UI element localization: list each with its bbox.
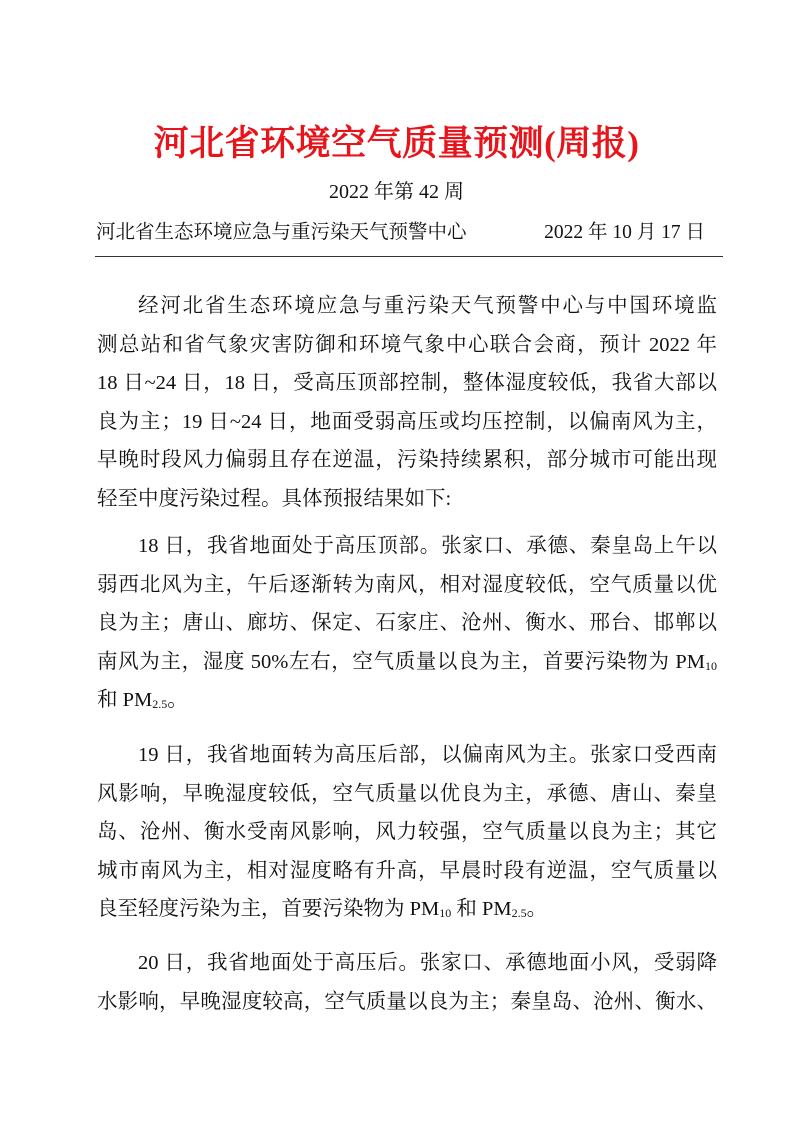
- text-line: [97, 643, 717, 682]
- text-segment: 水影响，早晚湿度较高，空气质量以良为主；秦皇岛、沧州、衡水、: [97, 990, 717, 1013]
- text-line: [97, 480, 717, 519]
- text-line: [97, 775, 717, 814]
- text-segment: 早晚时段风力偏弱且存在逆温，污染持续累积，部分城市可能出现: [97, 449, 717, 472]
- subscript: 2.5: [511, 906, 527, 921]
- text-segment: 20 日，我省地面处于高压后。张家口、承德地面小风，受弱降: [138, 952, 717, 974]
- text-segment: 良为主；唐山、廊坊、保定、石家庄、沧州、衡水、邢台、邯郸以: [97, 612, 717, 635]
- paragraph-day-19: [97, 736, 717, 929]
- text-line: [97, 852, 717, 891]
- text-segment: 。: [167, 689, 188, 712]
- text-segment: 。: [526, 898, 548, 921]
- text-segment: 测总站和省气象灾害防御和环境气象中心联合会商，预计 2022 年: [97, 333, 717, 356]
- header-divider: [95, 256, 723, 257]
- text-line: [97, 287, 717, 326]
- text-segment: 风影响，早晚湿度较低，空气质量以优良为主，承德、唐山、秦皇: [97, 782, 717, 805]
- paragraph-day-18: [97, 527, 717, 720]
- text-line: [97, 890, 717, 929]
- issuer: 河北省生态环境应急与重污染天气预警中心: [96, 222, 467, 243]
- text-segment: 岛、沧州、衡水受南风影响，风力较强，空气质量以良为主；其它: [97, 821, 717, 844]
- text-segment: 19 日，我省地面转为高压后部，以偏南风为主。张家口受西南: [138, 744, 717, 766]
- text-segment: 良至轻度污染为主，首要污染物为 PM: [97, 898, 440, 921]
- paragraph-summary: [97, 287, 717, 519]
- subscript: 2.5: [152, 697, 168, 712]
- text-line: [97, 364, 717, 403]
- text-line: [97, 566, 717, 605]
- text-line: [97, 326, 717, 365]
- report-week: 2022 年第 42 周: [329, 181, 464, 203]
- text-segment: 弱西北风为主，午后逐渐转为南风，相对湿度较低，空气质量以优: [97, 573, 717, 596]
- text-line: [97, 403, 717, 442]
- subscript: 10: [705, 658, 717, 673]
- text-line: [97, 813, 717, 852]
- issue-date: 2022 年 10 月 17 日: [544, 222, 705, 243]
- subscript: 10: [439, 906, 452, 921]
- text-line: [97, 681, 717, 720]
- text-line: [97, 441, 717, 480]
- text-segment: 城市南风为主，相对湿度略有升高，早晨时段有逆温，空气质量以: [97, 859, 717, 882]
- text-segment: 经河北省生态环境应急与重污染天气预警中心与中国环境监: [138, 295, 717, 317]
- text-segment: 轻至中度污染过程。具体预报结果如下:: [97, 487, 452, 510]
- paragraph-day-20: [97, 944, 717, 1021]
- text-segment: 南风为主，湿度 50%左右，空气质量以良为主，首要污染物为 PM: [97, 650, 705, 673]
- text-line: [97, 944, 717, 983]
- text-line: [97, 604, 717, 643]
- text-segment: 和 PM: [451, 898, 512, 921]
- report-title: 河北省环境空气质量预测(周报): [153, 124, 640, 163]
- text-segment: 良为主；19 日~24 日，地面受弱高压或均压控制，以偏南风为主，: [97, 410, 717, 433]
- text-segment: 18 日，我省地面处于高压顶部。张家口、承德、秦皇岛上午以: [138, 535, 717, 557]
- text-segment: 和 PM: [97, 689, 153, 712]
- text-line: [97, 736, 717, 775]
- text-line: [97, 527, 717, 566]
- text-line: [97, 983, 717, 1022]
- text-segment: 18 日~24 日，18 日，受高压顶部控制，整体湿度较低，我省大部以: [97, 372, 717, 395]
